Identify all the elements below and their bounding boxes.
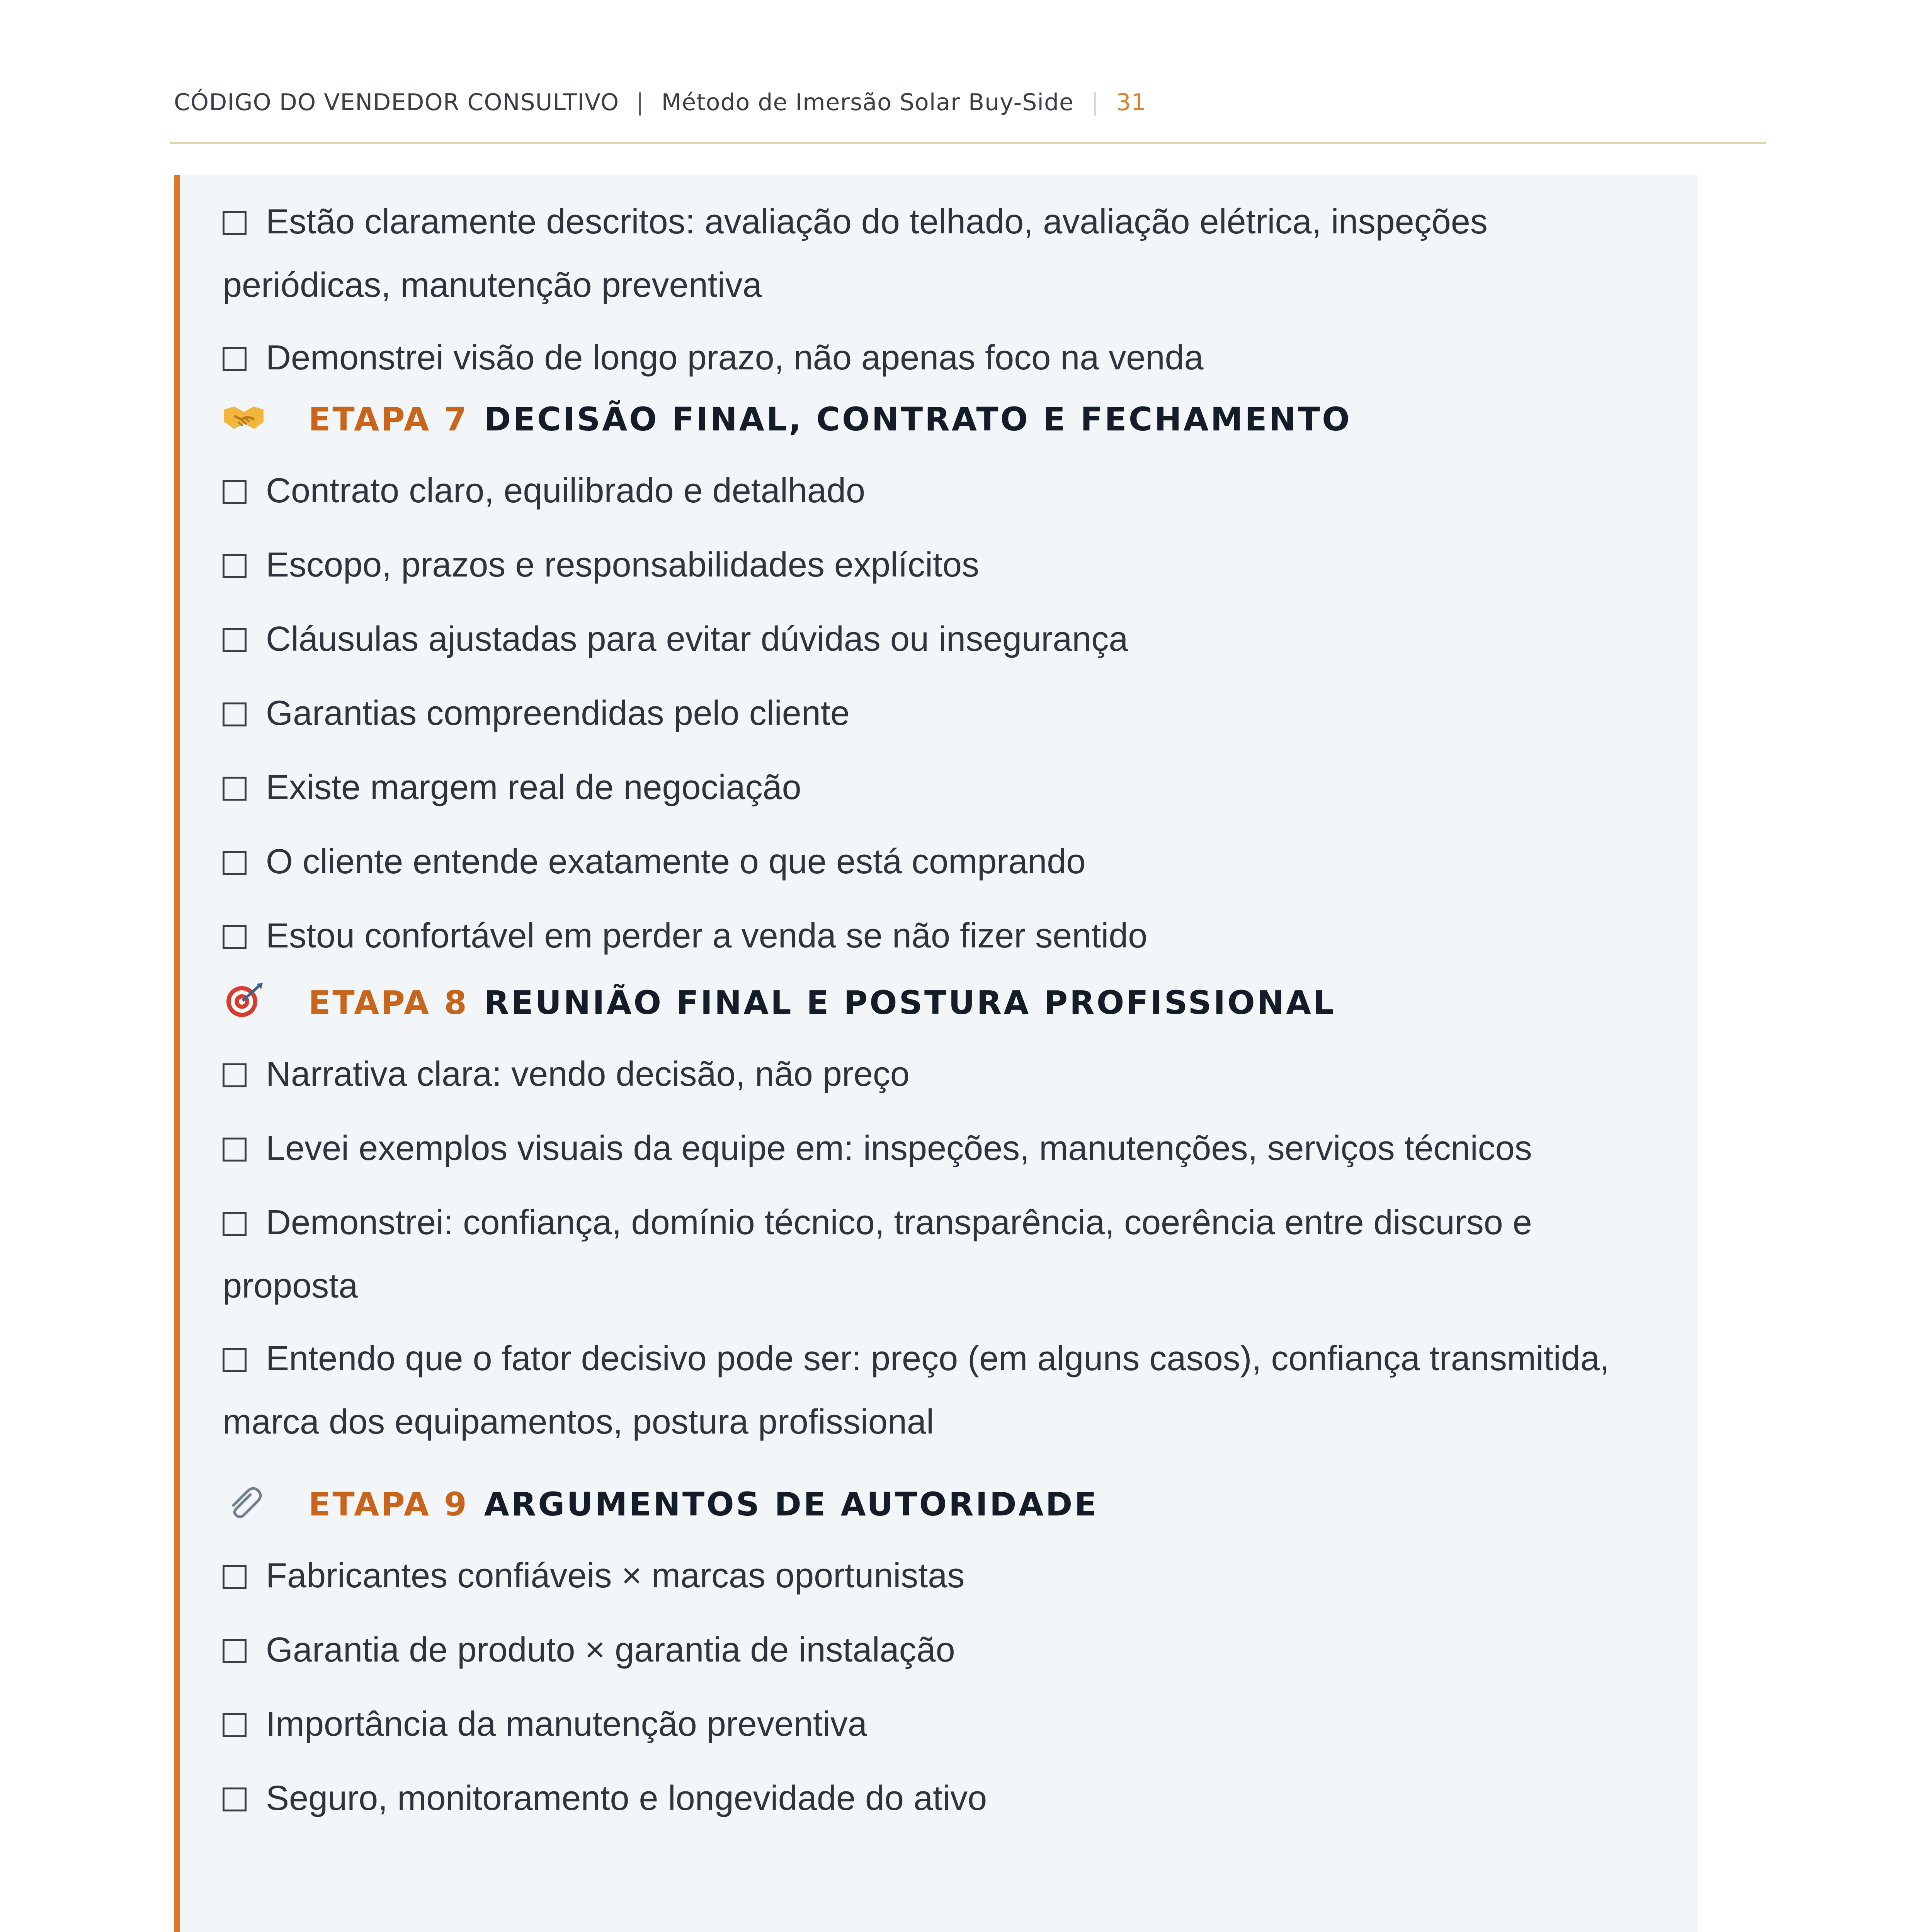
- checklist-item: Existe margem real de negociação: [223, 756, 1668, 819]
- checklist-item: Escopo, prazos e responsabilidades explícitos: [223, 533, 1668, 597]
- checklist-item: Narrativa clara: vendo decisão, não preço: [223, 1043, 1668, 1106]
- checkbox-icon[interactable]: [223, 1713, 247, 1737]
- paperclip-icon: [223, 1483, 265, 1520]
- checkbox-icon[interactable]: [223, 347, 247, 371]
- checkbox-icon[interactable]: [223, 925, 247, 949]
- checklist-item: Levei exemplos visuais da equipe em: inspeções, manutenções, serviços técnicos: [223, 1117, 1668, 1180]
- checkbox-icon[interactable]: [223, 1138, 247, 1162]
- checklist-item: Garantia de produto × garantia de instalação: [223, 1618, 1668, 1682]
- checklist-item: Cláusulas ajustadas para evitar dúvidas ou insegurança: [223, 607, 1668, 671]
- checkbox-icon[interactable]: [223, 628, 247, 652]
- page-separator: |: [1091, 89, 1099, 116]
- checkbox-icon[interactable]: [223, 1639, 247, 1663]
- checkbox-icon[interactable]: [223, 1212, 247, 1236]
- checklist-item: Importância da manutenção preventiva: [223, 1692, 1668, 1756]
- checkbox-icon[interactable]: [223, 1063, 247, 1087]
- checklist-item: Garantias compreendidas pelo cliente: [223, 682, 1668, 745]
- page-number: 31: [1116, 89, 1146, 116]
- checklist-panel: [174, 175, 1698, 1932]
- checkbox-icon[interactable]: [223, 554, 247, 578]
- document-title: CÓDIGO DO VENDEDOR CONSULTIVO: [174, 89, 619, 116]
- header-divider: [170, 142, 1766, 144]
- checklist-item: O cliente entende exatamente o que está comprando: [223, 830, 1668, 893]
- checkbox-icon[interactable]: [223, 211, 247, 235]
- checklist-item: Contrato claro, equilibrado e detalhado: [223, 459, 1668, 522]
- checkbox-icon[interactable]: [223, 851, 247, 875]
- checkbox-icon[interactable]: [223, 777, 247, 801]
- stage-9-heading: ETAPA 9 ARGUMENTOS DE AUTORIDADE: [223, 1483, 1652, 1526]
- page-header: [174, 89, 1758, 116]
- header-separator: |: [636, 89, 645, 116]
- checklist-item: Demonstrei: confiança, domínio técnico, transparência, coerência entre discurso e proposta: [223, 1203, 1532, 1305]
- handshake-icon: [223, 398, 265, 435]
- stage-8-heading: ETAPA 8 REUNIÃO FINAL E POSTURA PROFISSIONAL: [223, 981, 1652, 1024]
- checklist-item: Estão claramente descritos: avaliação do telhado, avaliação elétrica, inspeções periódicas, manutenção preventiva: [223, 202, 1488, 304]
- checkbox-icon[interactable]: [223, 480, 247, 504]
- checkbox-icon[interactable]: [223, 1348, 247, 1372]
- checkbox-icon[interactable]: [223, 1565, 247, 1589]
- target-icon: [223, 981, 265, 1019]
- checkbox-icon[interactable]: [223, 702, 247, 726]
- checklist-item: Fabricantes confiáveis × marcas oportunistas: [223, 1544, 1668, 1607]
- checkbox-icon[interactable]: [223, 1787, 247, 1811]
- stage-7-heading: ETAPA 7 DECISÃO FINAL, CONTRATO E FECHAMENTO: [223, 398, 1652, 440]
- checklist-item: Entendo que o fator decisivo pode ser: preço (em alguns casos), confiança transmitida, marca dos equipamentos, postura profissional: [223, 1339, 1609, 1441]
- checklist-item: Seguro, monitoramento e longevidade do ativo: [223, 1767, 1668, 1830]
- document-subtitle: Método de Imersão Solar Buy-Side: [661, 89, 1074, 116]
- checklist-item: Estou confortável em perder a venda se não fizer sentido: [223, 904, 1668, 968]
- checklist-item: Demonstrei visão de longo prazo, não apenas foco na venda: [223, 326, 1668, 389]
